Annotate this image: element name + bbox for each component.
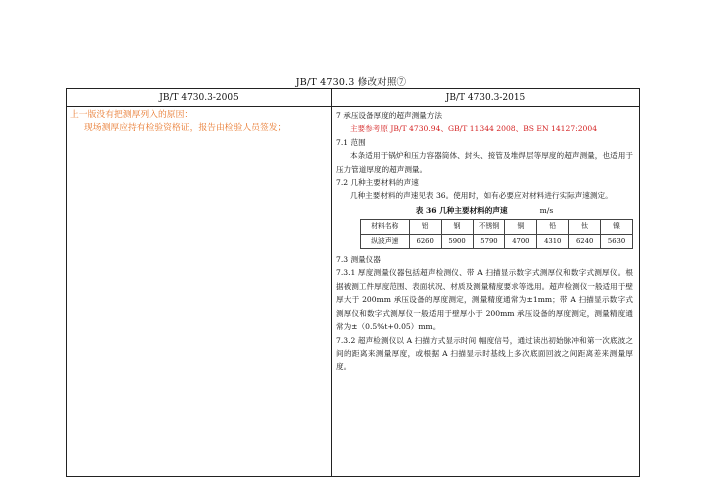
section-7-2-body: 几种主要材料的声速见表 36。使用时，如有必要应对材料进行实际声速测定。 [350, 191, 613, 201]
section-7-2-title: 7.2 几种主要材料的声速 [336, 178, 419, 188]
material-cell: 不锈钢 [473, 220, 505, 234]
table-header-row [67, 89, 640, 107]
material-row [361, 220, 633, 234]
material-cell: 镍 [601, 220, 633, 234]
table-36-caption-line [336, 204, 633, 217]
table-36-caption: 表 36 几种主要材料的声速 [415, 205, 508, 215]
material-cell: 钛 [569, 220, 601, 234]
speed-row [361, 234, 633, 248]
header-new-standard: JB/T 4730.3-2015 [332, 89, 640, 107]
speed-cell: 4310 [537, 234, 569, 248]
table-body-row [67, 107, 640, 477]
left-note-1: 上一版没有把测厚列入的原因： [70, 110, 194, 120]
speed-cell: 6260 [409, 234, 441, 248]
reference-standards: 主要参考原 JB/T 4730.94、GB/T 11344 2008、BS EN 14127:2004 [350, 124, 598, 134]
section-7-3-2: 7.3.2 超声检测仪以 A 扫描方式显示时间 幅度信号，通过读出初始脉冲和第一次底波之间的距离来测量厚度，或根据 A 扫描显示时基线上多次底面回波之间距离差来测量厚度。 [336, 335, 633, 372]
speed-cell: 6240 [569, 234, 601, 248]
left-note-2: 现场测厚应持有检验资格证，报告由检验人员签发； [84, 123, 287, 133]
speed-cell: 5630 [601, 234, 633, 248]
section-7-1-body: 本条适用于锅炉和压力容器筒体、封头、接管及堆焊层等厚度的超声测量，也适用于压力管道厚度的超声测量。 [336, 151, 633, 174]
speed-cell: 4700 [505, 234, 537, 248]
header-old-standard: JB/T 4730.3-2005 [67, 89, 332, 107]
section-7-3-1: 7.3.1 厚度测量仪器包括超声检测仪、带 A 扫描显示数字式测厚仪和数字式测厚仪。根据被测工件厚度范围、表面状况、材质及测量精度要求等选用。超声检测仪一般适用于壁厚大于 200mm 承压设备的厚度测定，测量精度通常为±1mm；带 A 扫描显示数字式测厚仪和数字式测厚仪一般适用于壁厚小于 200mm 承压设备的厚度测定，测量精度通常为±（0.5%t+0.05）mm。 [336, 268, 633, 332]
speed-cell: 纵波声速 [361, 234, 410, 248]
material-cell: 铝 [409, 220, 441, 234]
material-cell: 材料名称 [361, 220, 410, 234]
sound-speed-table [360, 219, 633, 249]
material-cell: 铅 [537, 220, 569, 234]
old-standard-notes [67, 107, 332, 477]
speed-cell: 5900 [441, 234, 473, 248]
new-standard-content [332, 107, 640, 477]
speed-cell: 5790 [473, 234, 505, 248]
material-cell: 铜 [505, 220, 537, 234]
material-cell: 钢 [441, 220, 473, 234]
table-36-unit: m/s [539, 205, 554, 215]
page-title: JB/T 4730.3 修改对照⑦ [295, 77, 407, 88]
section-7-3-title: 7.3 测量仪器 [336, 255, 381, 265]
section-7-title: 7 承压设备厚度的超声测量方法 [336, 111, 442, 120]
section-7-1-title: 7.1 范围 [336, 137, 366, 147]
comparison-table [66, 88, 640, 477]
